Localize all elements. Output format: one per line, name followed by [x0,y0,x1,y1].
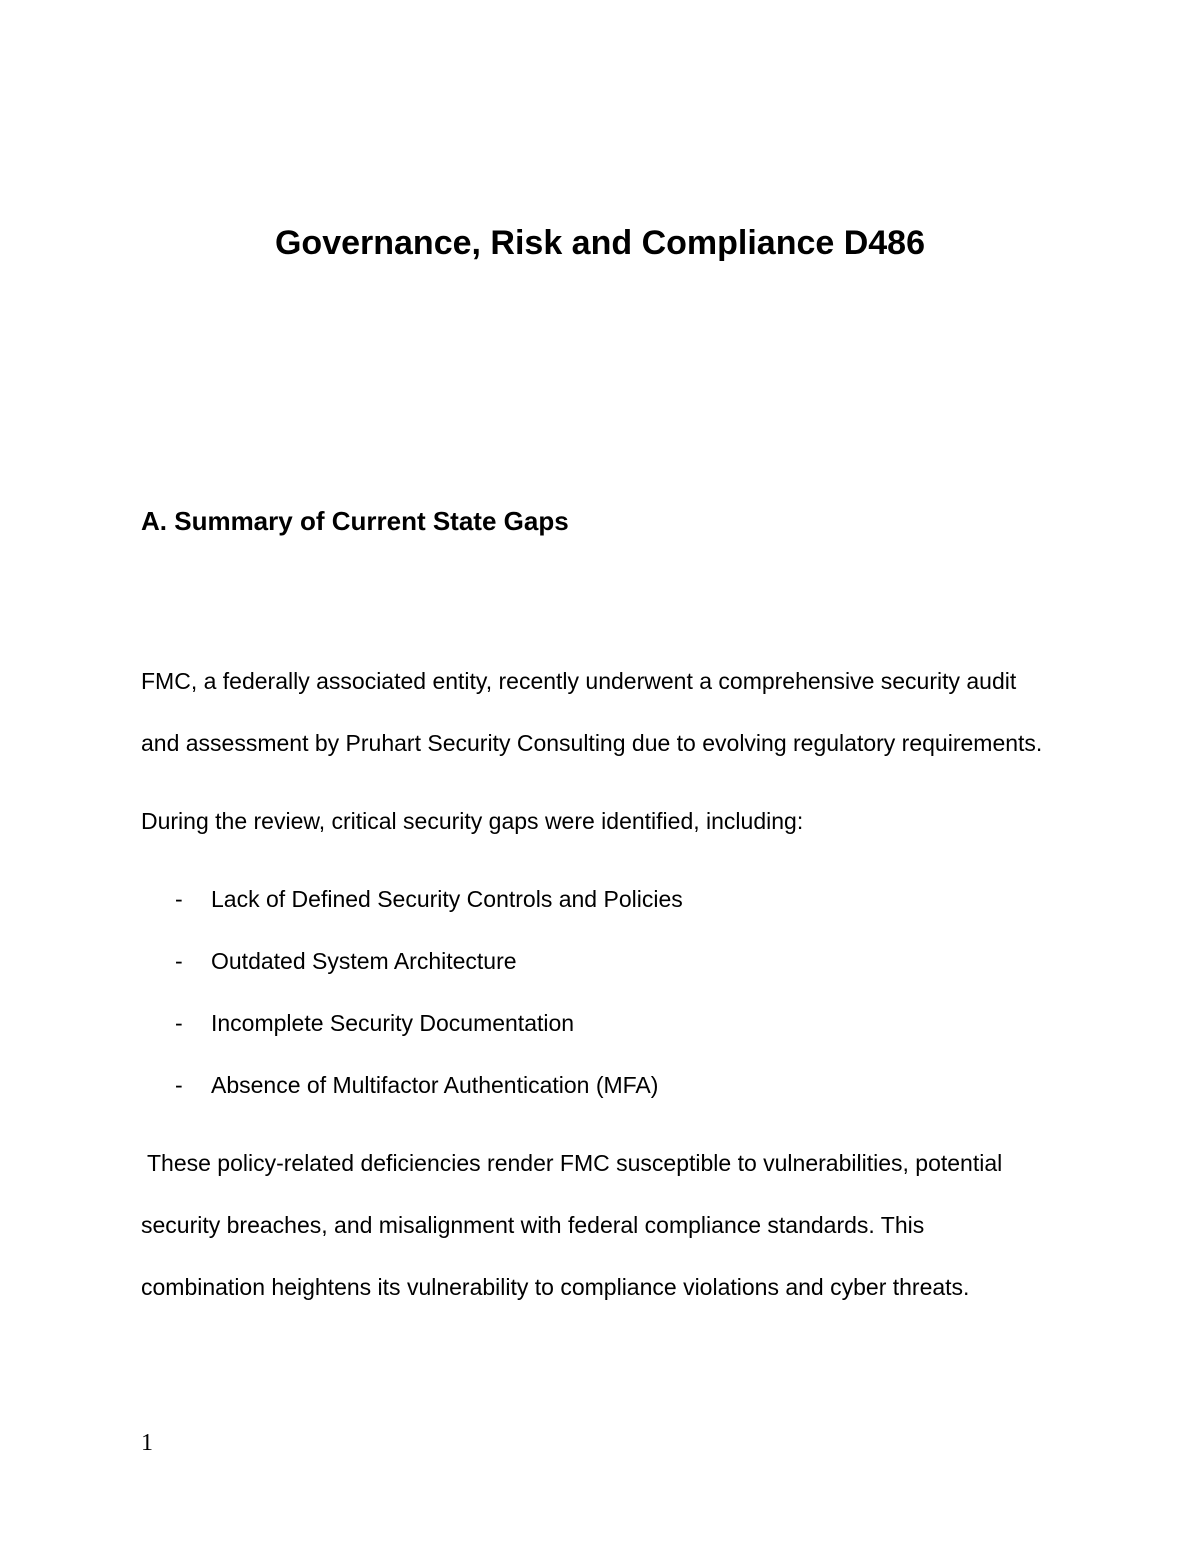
paragraph-3-line-1: These policy-related deficiencies render FMC susceptible to vulnerabilities, potential [141,1150,1003,1176]
gap-list-item-text: Lack of Defined Security Controls and Policies [211,886,683,912]
bullet-dash: - [175,1072,183,1098]
gap-list-item [175,1072,658,1099]
paragraph-1-line-2: and assessment by Pruhart Security Consulting due to evolving regulatory requirements. [141,730,1043,756]
bullet-dash: - [175,886,183,912]
gap-list-item [175,886,683,913]
paragraph-2: During the review, critical security gaps were identified, including: [141,808,804,834]
paragraph-1-line-1: FMC, a federally associated entity, recently underwent a comprehensive security audit [141,668,1017,694]
gap-list-item-text: Absence of Multifactor Authentication (MFA) [211,1072,659,1098]
gap-list-item [175,948,517,975]
paragraph-3-line-2: security breaches, and misalignment with federal compliance standards. This [141,1212,925,1238]
section-heading: A. Summary of Current State Gaps [141,506,569,536]
gap-list-item-text: Outdated System Architecture [211,948,517,974]
gap-list-item-text: Incomplete Security Documentation [211,1010,575,1036]
paragraph-3-line-3: combination heightens its vulnerability to compliance violations and cyber threats. [141,1274,970,1300]
bullet-dash: - [175,948,183,974]
gap-list-item [175,1010,574,1037]
page-number: 1 [141,1430,153,1456]
bullet-dash: - [175,1010,183,1036]
document-title: Governance, Risk and Compliance D486 [274,224,926,262]
